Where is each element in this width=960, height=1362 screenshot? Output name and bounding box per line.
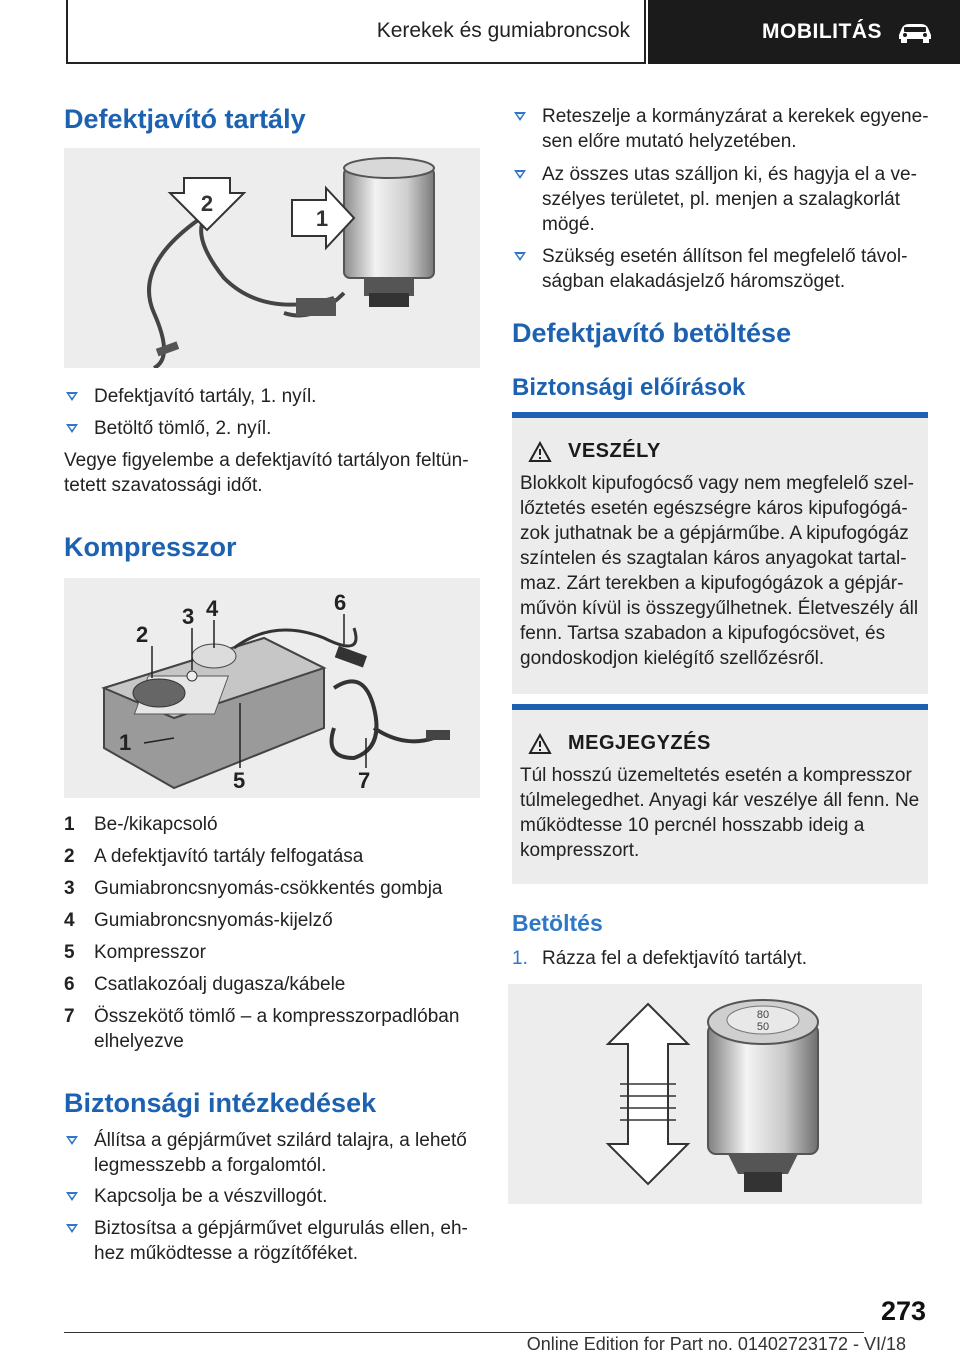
safety-bullet-4: Reteszelje a kormányzárat a kerekek egyenesen előre mutató helyzetében. [512,104,930,154]
figure-label-6: 6 [334,590,347,615]
figure-sealant-container [64,148,480,368]
legend-item: 1 Be-/kikapcsoló [64,814,218,835]
figure-label-2: 2 [200,191,214,216]
safety-bullet-2: Kapcsolja be a vészvillogót. [64,1184,482,1209]
step-item: 1. Rázza fel a defektjavító tartályt. [512,948,808,969]
figure-label-1: 1 [119,730,132,755]
bullet-triangle-icon [66,424,78,433]
chapter-title-text: MOBILITÁS [762,20,882,43]
header-chapter-tab [648,0,960,64]
figure-label-3: 3 [182,604,195,629]
legend-item: 6 Csatlakozóalj dugasza/kábele [64,974,346,995]
legend-item: 2 A defektjavító tartály felfogatása [64,846,364,867]
bottle-label-bottom: 50 [756,1021,770,1033]
figure-label-1: 1 [315,206,329,231]
bullet-triangle-icon [66,1192,78,1201]
heading-container: Defektjavító tartály [64,104,306,134]
bottle-label-top: 80 [756,1009,770,1021]
car-icon [896,21,934,43]
note-box-title: MEGJEGYZÉS [520,732,920,755]
section-title-text: Kerekek és gumiabroncsok [376,19,630,42]
footer-edition-text: Online Edition for Part no. 01402723172 - VI/18 [526,1334,906,1354]
heading-safety-measures: Biztonsági intézkedések [64,1088,377,1118]
warning-triangle-icon [528,441,552,463]
header-section-title [66,0,646,64]
bullet-triangle-icon [66,392,78,401]
danger-box-text: Blokkolt kipufogócső vagy nem megfelelő szellőztetés esetén egészségre káros kipufogógázok juthatnak be a gépjárműbe. A kipufogógáz színtelen és szagtalan káros anyagokat tartalmaz. Zárt terekben a kipufogógázok a gépjárművön kívül is összegyűlhetnek. Életveszély áll fenn. Tartsa szabadon a kipufogócsövet, és gondoskodjon kielégítő szellőzésről. [520,473,919,669]
page-number: 273 [880,1296,926,1326]
bullet-triangle-icon [66,1136,78,1145]
legend-item: 3 Gumiabroncsnyomás-csökkentés gombja [64,878,443,899]
note-box-text: Túl hosszú üzemeltetés esetén a kompresszor túlmelegedhet. Anyagi kár veszélye áll fenn. Ne működtesse 10 percnél hosszabb ideig a kompresszort. [520,765,920,861]
bullet-triangle-icon [66,1224,78,1233]
figure-compressor [64,578,480,798]
figure-label-5: 5 [233,768,246,793]
heading-compressor: Kompresszor [64,532,237,562]
footer-divider [64,1332,864,1333]
bullet-triangle-icon [514,170,526,179]
legend-item: 7 Összekötő tömlő – a kompresszorpadlóban elhelyezve [64,1006,460,1052]
bullet-triangle-icon [514,252,526,261]
container-bullet-1: Defektjavító tartály, 1. nyíl. [64,384,482,409]
compressor-illustration [64,578,480,798]
heading-safety-precautions: Biztonsági előírások [512,374,746,401]
danger-box [512,412,928,694]
note-box [512,704,928,884]
figure-shake-bottle [508,984,922,1204]
warning-triangle-icon [528,733,552,755]
safety-bullet-5: Az összes utas szálljon ki, és hagyja el a veszélyes területet, pl. menjen a szalagkorlát mögé. [512,162,930,237]
container-note: Vegye figyelembe a defektjavító tartályon feltüntetett szavatossági időt. [64,450,469,496]
bullet-triangle-icon [514,112,526,121]
heading-filling-steps: Betöltés [512,910,603,936]
container-bullet-2: Betöltő tömlő, 2. nyíl. [64,416,482,441]
heading-sealant-filling: Defektjavító betöltése [512,318,792,348]
legend-item: 4 Gumiabroncsnyomás-kijelző [64,910,333,931]
safety-bullet-1: Állítsa a gépjárművet szilárd talajra, a lehető legmesszebb a forgalomtól. [64,1128,482,1178]
danger-box-title: VESZÉLY [520,440,920,463]
legend-item: 5 Kompresszor [64,942,206,963]
sealant-container-illustration [64,148,480,368]
safety-bullet-6: Szükség esetén állítson fel megfelelő távolságban elakadásjelző háromszöget. [512,244,930,294]
figure-label-2: 2 [136,622,149,647]
shake-bottle-illustration [508,984,922,1204]
figure-label-7: 7 [358,768,371,793]
figure-label-4: 4 [206,596,219,621]
safety-bullet-3: Biztosítsa a gépjárművet elgurulás ellen, ehhez működtesse a rögzítőféket. [64,1216,482,1266]
